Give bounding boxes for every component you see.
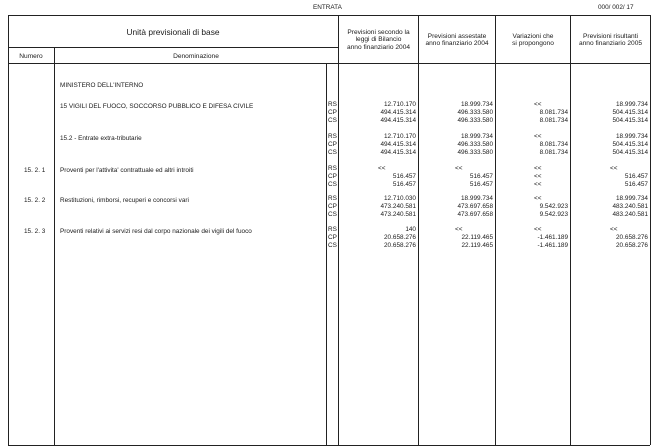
variazioni-value: 8.081.734 bbox=[539, 141, 568, 148]
row-code: CP bbox=[328, 109, 337, 116]
table-head-bottom-border bbox=[8, 63, 650, 64]
row-code: CS bbox=[328, 181, 337, 188]
row-code: RS bbox=[328, 226, 337, 233]
bilancio-value: 494.415.314 bbox=[380, 141, 416, 148]
column-header-prev-bilancio: Previsioni secondo la leggi di Bilancio anno finanziario 2004 bbox=[346, 29, 411, 51]
row-code-list bbox=[328, 133, 337, 157]
assestate-value: 18.999.734 bbox=[461, 101, 493, 108]
assestate-value: 22.119.465 bbox=[461, 234, 493, 241]
variazioni-value: -1.461.189 bbox=[537, 242, 568, 249]
assestate-value: 496.333.580 bbox=[457, 117, 493, 124]
row-denomination: Restituzioni, rimborsi, recuperi e concorsi vari bbox=[60, 197, 189, 204]
bilancio-value: 140 bbox=[405, 226, 416, 233]
bilancio-value: 494.415.314 bbox=[380, 109, 416, 116]
risultanti-value: << bbox=[610, 226, 618, 233]
row-code: RS bbox=[328, 165, 337, 172]
risultanti-value: 516.457 bbox=[624, 181, 648, 188]
bilancio-value: 12.710.030 bbox=[384, 195, 416, 202]
risultanti-value: 18.999.734 bbox=[616, 133, 648, 140]
variazioni-value: << bbox=[534, 173, 542, 180]
page-code: 000/ 002/ 17 bbox=[598, 4, 634, 11]
row-code: RS bbox=[328, 133, 337, 140]
assestate-value: 496.333.580 bbox=[457, 141, 493, 148]
row-number: 15. 2. 2 bbox=[24, 197, 46, 204]
bilancio-value: 12.710.170 bbox=[384, 101, 416, 108]
column-header-denomination: Denominazione bbox=[173, 53, 219, 60]
assestate-column-divider bbox=[418, 15, 419, 445]
row-risultanti-values bbox=[572, 195, 648, 219]
bilancio-value: 12.710.170 bbox=[384, 133, 416, 140]
row-code: CS bbox=[328, 242, 337, 249]
column-header-variazioni: Variazioni che si propongono bbox=[512, 33, 554, 48]
row-variazioni-values bbox=[497, 195, 568, 219]
row-code: CP bbox=[328, 141, 337, 148]
assestate-value: 496.333.580 bbox=[457, 109, 493, 116]
variazioni-value: << bbox=[534, 165, 542, 172]
number-column-divider bbox=[54, 47, 55, 445]
risultanti-value: 504.415.314 bbox=[612, 149, 648, 156]
assestate-value: 516.457 bbox=[469, 181, 493, 188]
row-code-list bbox=[328, 195, 337, 219]
variazioni-column-divider bbox=[495, 15, 496, 445]
assestate-value: << bbox=[455, 226, 463, 233]
row-risultanti-values bbox=[572, 226, 648, 250]
variazioni-value: << bbox=[534, 195, 542, 202]
ministry-heading: MINISTERO DELL'INTERNO bbox=[60, 82, 144, 89]
row-code: CP bbox=[328, 173, 337, 180]
row-variazioni-values bbox=[497, 101, 568, 125]
column-header-number: Numero bbox=[19, 53, 43, 60]
risultanti-value: 483.240.581 bbox=[612, 203, 648, 210]
variazioni-value: 8.081.734 bbox=[539, 117, 568, 124]
variazioni-value: 9.542.923 bbox=[539, 211, 568, 218]
row-assestate-values bbox=[420, 195, 493, 219]
row-code: RS bbox=[328, 195, 337, 202]
bilancio-value: 494.415.314 bbox=[380, 149, 416, 156]
variazioni-value: -1.461.189 bbox=[537, 234, 568, 241]
bilancio-value: 494.415.314 bbox=[380, 117, 416, 124]
row-code-list bbox=[328, 226, 337, 250]
row-bilancio-values bbox=[340, 226, 416, 250]
variazioni-value: << bbox=[534, 181, 542, 188]
risultanti-value: << bbox=[610, 165, 618, 172]
table-top-border bbox=[8, 15, 650, 16]
risultanti-column-divider bbox=[570, 15, 571, 445]
variazioni-value: 8.081.734 bbox=[539, 149, 568, 156]
page-section-title: ENTRATA bbox=[313, 4, 342, 11]
row-code: RS bbox=[328, 101, 337, 108]
bilancio-value: 20.658.276 bbox=[384, 234, 416, 241]
bilancio-value: 516.457 bbox=[392, 173, 416, 180]
row-code-list bbox=[328, 165, 337, 189]
row-assestate-values bbox=[420, 133, 493, 157]
variazioni-value: << bbox=[534, 226, 542, 233]
row-variazioni-values bbox=[497, 133, 568, 157]
assestate-value: 473.697.658 bbox=[457, 211, 493, 218]
risultanti-value: 504.415.314 bbox=[612, 109, 648, 116]
row-denomination: Proventi per l'attivita' contrattuale ed altri introiti bbox=[60, 167, 194, 174]
table-right-border bbox=[650, 15, 651, 445]
column-header-prev-assestate: Previsioni assestate anno finanziario 2004 bbox=[425, 33, 489, 48]
bilancio-value: 516.457 bbox=[392, 181, 416, 188]
risultanti-value: 18.999.734 bbox=[616, 195, 648, 202]
assestate-value: 18.999.734 bbox=[461, 133, 493, 140]
row-variazioni-values bbox=[497, 226, 568, 250]
row-assestate-values bbox=[420, 226, 493, 250]
assestate-value: 473.697.658 bbox=[457, 203, 493, 210]
bilancio-value: 473.240.581 bbox=[380, 211, 416, 218]
group-title: Unità previsionali di base bbox=[126, 27, 220, 37]
row-code: CS bbox=[328, 211, 337, 218]
row-risultanti-values bbox=[572, 165, 648, 189]
row-risultanti-values bbox=[572, 101, 648, 125]
row-code: CS bbox=[328, 149, 337, 156]
row-assestate-values bbox=[420, 165, 493, 189]
table-left-border bbox=[8, 15, 9, 445]
variazioni-value: 8.081.734 bbox=[539, 109, 568, 116]
row-code: CP bbox=[328, 234, 337, 241]
row-denomination: 15 VIGILI DEL FUOCO, SOCCORSO PUBBLICO E DIFESA CIVILE bbox=[60, 103, 254, 110]
assestate-value: 22.119.465 bbox=[461, 242, 493, 249]
row-bilancio-values bbox=[340, 195, 416, 219]
row-bilancio-values bbox=[340, 133, 416, 157]
assestate-value: << bbox=[455, 165, 463, 172]
bilancio-value: 473.240.581 bbox=[380, 203, 416, 210]
code-column-divider bbox=[326, 63, 327, 445]
assestate-value: 516.457 bbox=[469, 173, 493, 180]
risultanti-value: 18.999.734 bbox=[616, 101, 648, 108]
risultanti-value: 504.415.314 bbox=[612, 117, 648, 124]
risultanti-value: 20.658.276 bbox=[616, 234, 648, 241]
row-bilancio-values bbox=[340, 165, 416, 189]
bilancio-value: << bbox=[378, 165, 386, 172]
risultanti-value: 516.457 bbox=[624, 173, 648, 180]
row-denomination: Proventi relativi ai servizi resi dal corpo nazionale dei vigili del fuoco bbox=[60, 228, 252, 235]
row-code: CS bbox=[328, 117, 337, 124]
risultanti-value: 504.415.314 bbox=[612, 141, 648, 148]
row-bilancio-values bbox=[340, 101, 416, 125]
variazioni-value: << bbox=[534, 101, 542, 108]
assestate-value: 496.333.580 bbox=[457, 149, 493, 156]
row-number: 15. 2. 3 bbox=[24, 228, 46, 235]
variazioni-value: << bbox=[534, 133, 542, 140]
column-header-prev-risultanti: Previsioni risultanti anno finanziario 2005 bbox=[578, 33, 643, 48]
row-risultanti-values bbox=[572, 133, 648, 157]
row-variazioni-values bbox=[497, 165, 568, 189]
variazioni-value: 9.542.923 bbox=[539, 203, 568, 210]
group-title-divider bbox=[8, 47, 338, 48]
assestate-value: 18.999.734 bbox=[461, 195, 493, 202]
risultanti-value: 20.658.276 bbox=[616, 242, 648, 249]
row-number: 15. 2. 1 bbox=[24, 167, 46, 174]
row-assestate-values bbox=[420, 101, 493, 125]
risultanti-value: 483.240.581 bbox=[612, 211, 648, 218]
row-denomination: 15.2 - Entrate extra-tributarie bbox=[60, 135, 142, 142]
row-code-list bbox=[328, 101, 337, 125]
bilancio-column-divider bbox=[338, 15, 339, 445]
bilancio-value: 20.658.276 bbox=[384, 242, 416, 249]
row-code: CP bbox=[328, 203, 337, 210]
